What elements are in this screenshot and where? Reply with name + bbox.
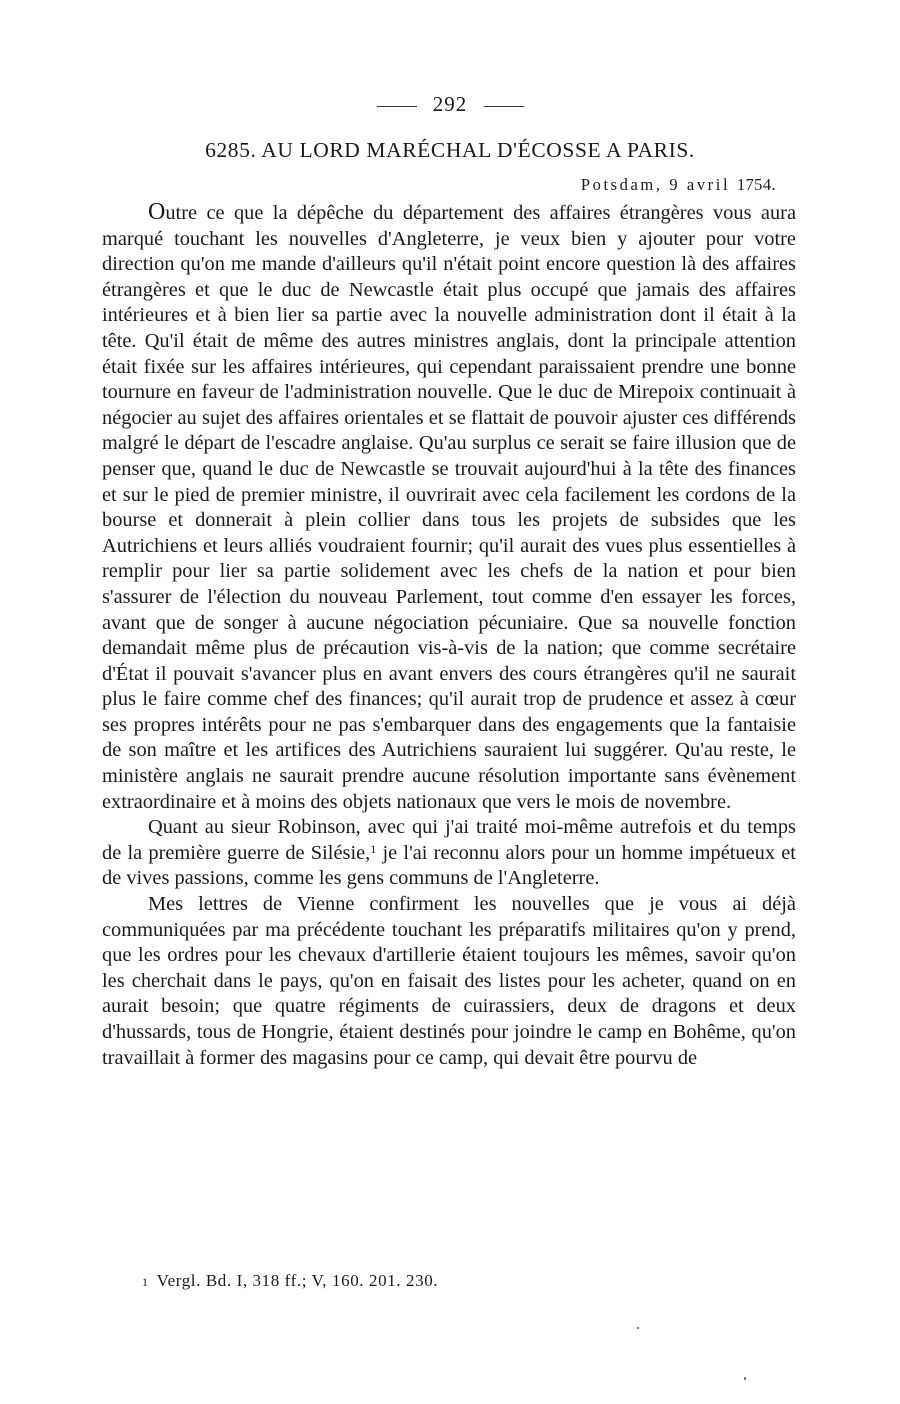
page-header bbox=[0, 92, 900, 117]
paragraph-3: Mes lettres de Vienne confirment les nouvelles que je vous ai déjà communiquées par ma précédente touchant les préparatifs militaires qu'on y prend, que les ordres pour les chevaux d'artillerie étaient toujours les mêmes, savoir qu'on les cherchait dans le pays, qu'on en faisait des listes pour les acheter, quand on en aurait besoin; que quatre régiments de cuirassiers, deux de dragons et deux d'hussards, tous de Hongrie, étaient destinés pour joindre le camp en Bohême, qu'on travaillait à former des magasins pour ce camp, qui devait être pourvu de bbox=[102, 893, 796, 1069]
page-number: 292 bbox=[432, 92, 468, 116]
letter-heading: 6285. AU LORD MARÉCHAL D'ÉCOSSE A PARIS. bbox=[205, 138, 695, 162]
place: Potsdam, bbox=[580, 175, 663, 194]
footnote-marker: 1 bbox=[370, 841, 377, 856]
place-date-line bbox=[581, 175, 776, 195]
print-speck bbox=[744, 1377, 746, 1380]
paragraph-2 bbox=[102, 815, 796, 892]
date: 9 avril bbox=[669, 175, 731, 194]
header-rule-right bbox=[484, 106, 524, 107]
paragraph-1: Outre ce que la dépêche du département des affaires étrangères vous aura marqué touchant les nouvelles d'Angleterre, je veux bien y ajouter pour votre direction qu'on me mande d'ailleurs qu'il n'était point encore question là des affaires étrangères et que le duc de Newcastle était plus occupé que jamais des affaires intérieures et à bien lier sa partie avec la nouvelle administration dont il était à la tête. Qu'il était de même des autres ministres anglais, dont la principale attention était fixée sur les affaires intérieures, qui cependant paraissaient prendre une bonne tournure en faveur de l'administration nouvelle. Que le duc de Mirepoix continuait à négocier au sujet des affaires orientales et se flattait de pouvoir ajuster ces différends malgré le départ de l'escadre anglaise. Qu'au surplus ce serait se faire illusion que de penser que, quand le duc de Newcastle se trouvait aujourd'hui à la tête des finances et sur le pied de premier ministre, il ouvrirait avec cela facilement les cordons de la bourse et donnerait à plein collier dans tous les projets de subsides que les Autrichiens et leurs alliés voudraient fournir; qu'il aurait des vues plus essentielles à remplir pour lier sa partie solidement avec les chefs de la nation et pour bien s'assurer de l'élection du nouveau Parlement, tout comme d'en essayer les forces, avant que de songer à aucune négociation pécuniaire. Que sa nouvelle fonction demandait même plus de précaution vis-à-vis de la nation; que comme secrétaire d'État il pouvait s'avancer plus en avant envers des cours étrangères qu'il ne saurait plus le faire comme chef des finances; qu'il aurait trop de prudence et assez à cœur ses propres intérêts pour ne pas s'embarquer dans des engagements que la fantaisie de son maître et les artifices des Autrichiens sauraient lui suggérer. Qu'au reste, le ministère anglais ne saurait prendre aucune résolution importante sans évènement extraordinaire et à moins des objets nationaux que vers le mois de novembre. bbox=[102, 199, 796, 813]
year: 1754. bbox=[736, 175, 776, 194]
footnote-text: Vergl. Bd. I, 318 ff.; V, 160. 201. 230. bbox=[156, 1271, 439, 1290]
footnote bbox=[142, 1271, 438, 1291]
letter-body bbox=[102, 200, 796, 1071]
paragraph-2-text-after-note: je l'ai reconnu alors pour un homme impétueux et de vives passions, comme les gens communs de l'Angleterre. bbox=[102, 841, 796, 890]
paragraph-2-text-before-note: Quant au sieur Robinson, avec qui j'ai traité moi-même autrefois et du temps de la première guerre de Silésie, bbox=[102, 816, 796, 864]
footnote-number: 1 bbox=[142, 1275, 149, 1289]
print-speck bbox=[637, 1327, 639, 1329]
header-rule-left bbox=[377, 106, 417, 107]
